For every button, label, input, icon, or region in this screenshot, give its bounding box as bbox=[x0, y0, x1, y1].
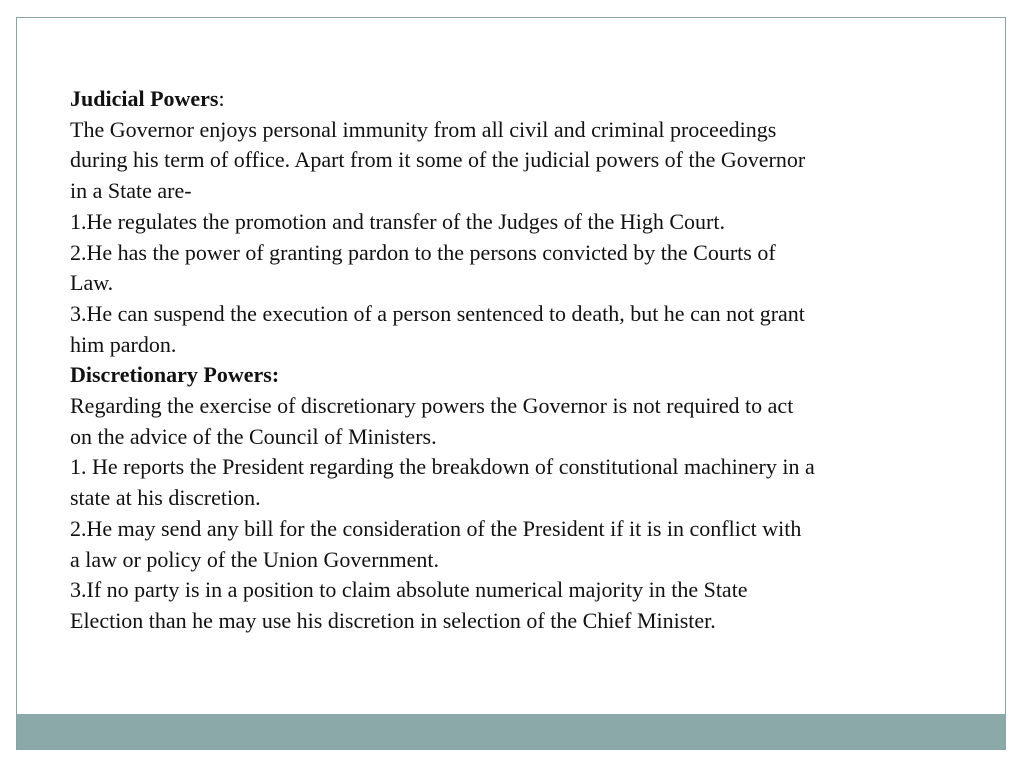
discretionary-point-1: 1. He reports the President regarding the breakdown of constitutional machinery in a bbox=[70, 454, 815, 480]
judicial-heading-colon: : bbox=[218, 86, 225, 111]
judicial-intro-line: in a State are- bbox=[70, 178, 192, 204]
judicial-heading-line bbox=[70, 84, 950, 115]
judicial-point-2: 2.He has the power of granting pardon to the persons convicted by the Courts of bbox=[70, 239, 776, 265]
judicial-point-3: 3.He can suspend the execution of a person sentenced to death, but he can not grant bbox=[70, 300, 805, 326]
discretionary-point-1-continued: state at his discretion. bbox=[70, 485, 261, 511]
discretionary-point-2: 2.He may send any bill for the consideration of the President if it is in conflict with bbox=[70, 515, 802, 541]
footer-bar bbox=[17, 714, 1005, 749]
judicial-intro-line: during his term of office. Apart from it some of the judicial powers of the Governor bbox=[70, 147, 806, 173]
discretionary-point-3-continued: Election than he may use his discretion in selection of the Chief Minister. bbox=[70, 607, 716, 633]
judicial-heading: Judicial Powers bbox=[70, 86, 219, 111]
judicial-point-1: 1.He regulates the promotion and transfer of the Judges of the High Court. bbox=[70, 208, 725, 234]
judicial-point-3-continued: him pardon. bbox=[70, 331, 177, 357]
judicial-intro-line: The Governor enjoys personal immunity from all civil and criminal proceedings bbox=[70, 116, 777, 142]
discretionary-intro-line: Regarding the exercise of discretionary powers the Governor is not required to act bbox=[70, 393, 794, 419]
judicial-point-2-continued: Law. bbox=[70, 270, 114, 296]
discretionary-intro-line: on the advice of the Council of Ministers. bbox=[70, 423, 437, 449]
discretionary-point-2-continued: a law or policy of the Union Government. bbox=[70, 546, 440, 572]
slide-content bbox=[70, 84, 950, 637]
discretionary-heading: Discretionary Powers: bbox=[70, 362, 280, 388]
discretionary-point-3: 3.If no party is in a position to claim absolute numerical majority in the State bbox=[70, 577, 748, 603]
